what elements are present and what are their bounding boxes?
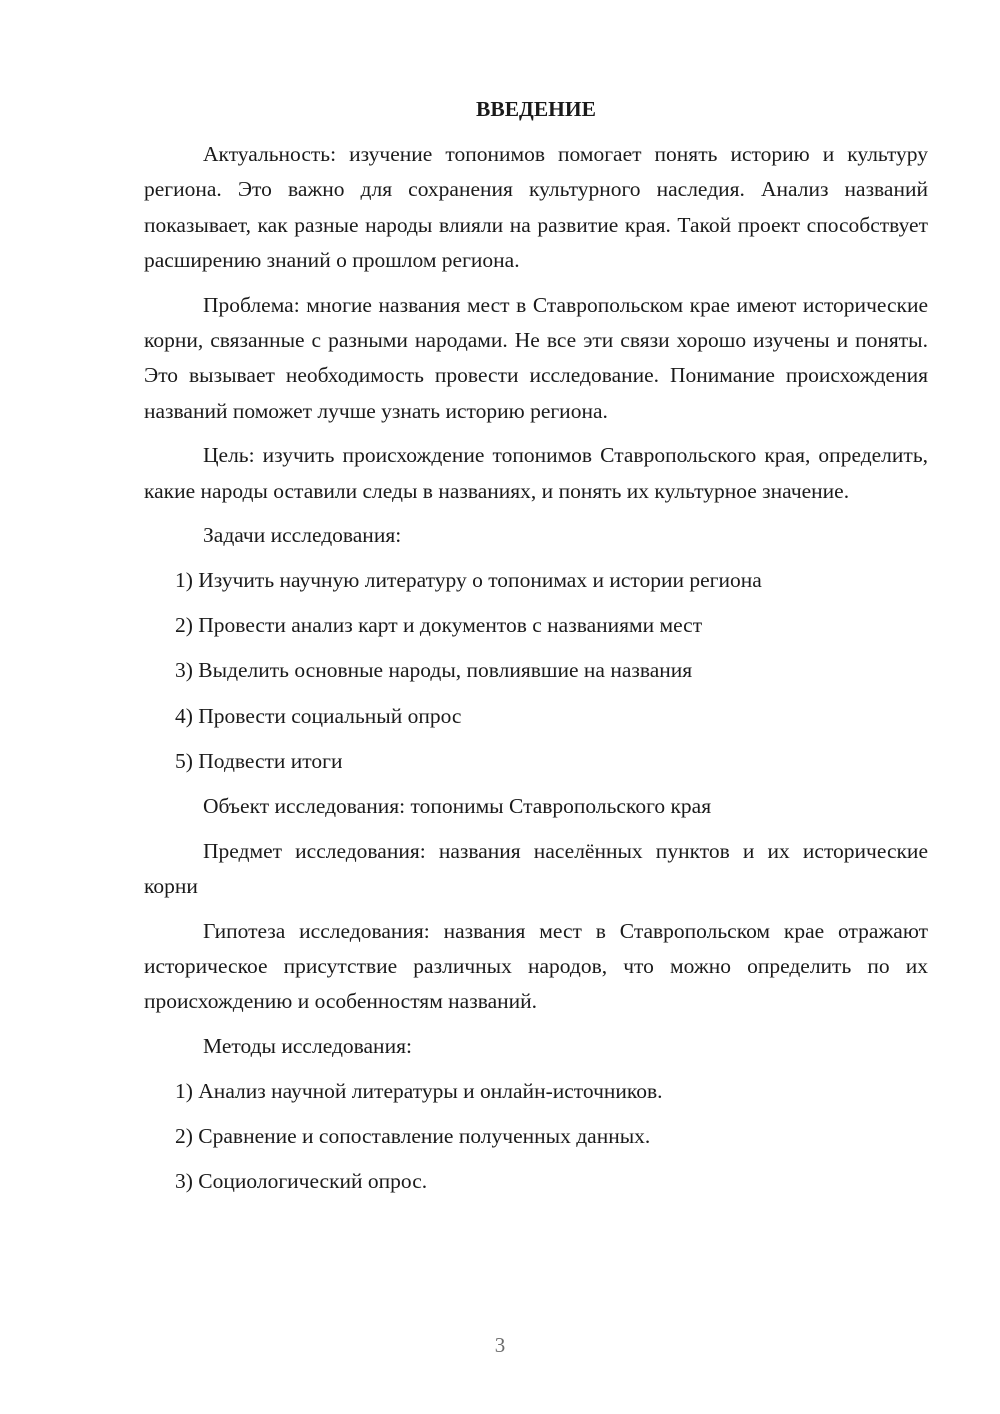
method-item: 1) Анализ научной литературы и онлайн-источников.: [175, 1078, 663, 1103]
task-item: 1) Изучить научную литературу о топонимах и истории региона: [175, 568, 762, 593]
method-item: 3) Социологический опрос.: [175, 1169, 428, 1193]
goal-paragraph: Цель: изучить происхождение топонимов Ставропольского края, определить, какие народы оставили следы в названиях, и понять их культурное значение.: [144, 443, 928, 503]
method-item: 2) Сравнение и сопоставление полученных данных.: [175, 1123, 651, 1148]
page-number: 3: [494, 1333, 506, 1357]
section-heading: ВВЕДЕНИЕ: [476, 97, 596, 121]
relevance-paragraph: Актуальность: изучение топонимов помогает понять историю и культуру региона. Это важно для сохранения культурного наследия. Анализ названий показывает, как разные народы влияли на развитие края. Такой проект способствует расширению знаний о прошлом региона.: [144, 142, 928, 272]
tasks-list: [144, 563, 928, 779]
task-item: 5) Подвести итоги: [175, 748, 343, 773]
task-item: 4) Провести социальный опрос: [175, 703, 462, 728]
page-content: [144, 92, 928, 1209]
methods-title: Методы исследования:: [203, 1034, 412, 1059]
problem-paragraph: Проблема: многие названия мест в Ставропольском крае имеют исторические корни, связанные с разными народами. Не все эти связи хорошо изучены и поняты. Это вызывает необходимость провести исследование. Понимание происхождения названий поможет лучше узнать историю региона.: [144, 292, 928, 423]
subject-paragraph: Предмет исследования: названия населённых пунктов и их исторические корни: [144, 838, 928, 898]
task-item: 3) Выделить основные народы, повлиявшие на названия: [175, 658, 693, 683]
methods-list: [144, 1074, 928, 1199]
hypothesis-paragraph: Гипотеза исследования: названия мест в Ставропольском крае отражают историческое присутствие различных народов, что можно определить по их происхождению и особенностям названий.: [144, 918, 928, 1014]
tasks-title: Задачи исследования:: [203, 523, 402, 548]
object-paragraph: Объект исследования: топонимы Ставропольского края: [203, 793, 712, 818]
task-item: 2) Провести анализ карт и документов с названиями мест: [175, 613, 703, 638]
